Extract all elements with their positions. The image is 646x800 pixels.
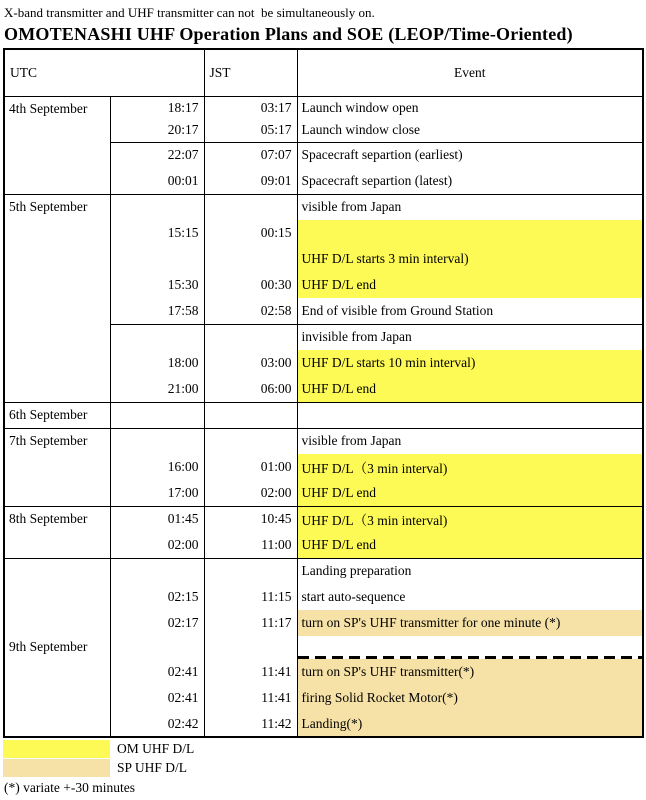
utc-time-cell: 18:00 — [110, 350, 204, 376]
utc-time-cell — [110, 558, 204, 584]
jst-time-cell: 11:00 — [204, 532, 297, 558]
event-cell: visible from Japan — [297, 194, 643, 220]
jst-time-cell: 06:00 — [204, 376, 297, 402]
utc-time-cell: 15:15 — [110, 220, 204, 246]
soe-table — [3, 48, 644, 738]
table-row — [4, 402, 643, 428]
header-jst: JST — [204, 49, 297, 96]
event-cell: UHF D/L end — [297, 532, 643, 558]
legend-item-om — [3, 739, 646, 758]
table-row — [4, 194, 643, 220]
utc-time-cell: 18:17 — [110, 96, 204, 119]
utc-time-cell — [110, 324, 204, 350]
utc-time-cell: 01:45 — [110, 506, 204, 532]
jst-time-cell: 03:00 — [204, 350, 297, 376]
jst-time-cell — [204, 324, 297, 350]
event-cell: firing Solid Rocket Motor(*) — [297, 685, 643, 711]
utc-time-cell: 02:15 — [110, 584, 204, 610]
event-cell — [297, 220, 643, 246]
utc-time-cell: 02:17 — [110, 610, 204, 636]
event-cell: Spacecraft separtion (latest) — [297, 168, 643, 194]
event-cell: Landing preparation — [297, 558, 643, 584]
event-cell: turn on SP's UHF transmitter(*) — [297, 659, 643, 685]
utc-time-cell: 02:41 — [110, 685, 204, 711]
legend-item-sp — [3, 758, 646, 777]
utc-time-cell: 16:00 — [110, 454, 204, 480]
jst-time-cell — [204, 246, 297, 272]
event-cell: UHF D/L starts 10 min interval) — [297, 350, 643, 376]
event-cell — [297, 402, 643, 428]
event-cell: End of visible from Ground Station — [297, 298, 643, 324]
jst-time-cell: 02:00 — [204, 480, 297, 506]
event-cell: Launch window open — [297, 96, 643, 119]
header-utc: UTC — [4, 49, 204, 96]
event-cell: UHF D/L（3 min interval) — [297, 454, 643, 480]
jst-time-cell — [204, 402, 297, 428]
top-note: X-band transmitter and UHF transmitter can not be simultaneously on. — [4, 5, 375, 20]
event-cell: UHF D/L end — [297, 376, 643, 402]
header-event: Event — [297, 49, 643, 96]
utc-time-cell: 00:01 — [110, 168, 204, 194]
utc-time-cell: 20:17 — [110, 119, 204, 142]
event-cell: UHF D/L end — [297, 480, 643, 506]
date-cell: 6th September — [4, 402, 110, 428]
event-cell: UHF D/L starts 3 min interval) — [297, 246, 643, 272]
jst-time-cell — [204, 428, 297, 454]
jst-time-cell: 00:30 — [204, 272, 297, 298]
date-cell: 9th September — [4, 558, 110, 737]
event-cell: visible from Japan — [297, 428, 643, 454]
utc-time-cell — [110, 428, 204, 454]
utc-time-cell: 22:07 — [110, 142, 204, 168]
jst-time-cell: 03:17 — [204, 96, 297, 119]
utc-time-cell: 21:00 — [110, 376, 204, 402]
page-title: OMOTENASHI UHF Operation Plans and SOE (LEOP/Time-Oriented) — [4, 24, 573, 44]
utc-time-cell — [110, 402, 204, 428]
event-cell-dashed-divider — [297, 636, 643, 659]
utc-time-cell: 02:41 — [110, 659, 204, 685]
date-cell: 8th September — [4, 506, 110, 558]
table-row — [4, 96, 643, 119]
jst-time-cell: 02:58 — [204, 298, 297, 324]
jst-time-cell: 11:41 — [204, 685, 297, 711]
jst-time-cell — [204, 636, 297, 659]
jst-time-cell: 11:17 — [204, 610, 297, 636]
date-cell: 4th September — [4, 96, 110, 194]
jst-time-cell: 11:41 — [204, 659, 297, 685]
jst-time-cell: 10:45 — [204, 506, 297, 532]
utc-time-cell: 02:00 — [110, 532, 204, 558]
jst-time-cell: 11:42 — [204, 711, 297, 737]
table-row — [4, 428, 643, 454]
event-cell: Spacecraft separtion (earliest) — [297, 142, 643, 168]
event-cell: UHF D/L（3 min interval) — [297, 506, 643, 532]
utc-time-cell: 15:30 — [110, 272, 204, 298]
header-row — [4, 49, 643, 96]
date-cell: 5th September — [4, 194, 110, 402]
jst-time-cell: 05:17 — [204, 119, 297, 142]
jst-time-cell: 11:15 — [204, 584, 297, 610]
event-cell: turn on SP's UHF transmitter for one minute (*) — [297, 610, 643, 636]
date-cell: 7th September — [4, 428, 110, 506]
event-cell: start auto-sequence — [297, 584, 643, 610]
sp-highlight-swatch — [3, 759, 110, 777]
jst-time-cell — [204, 194, 297, 220]
jst-time-cell: 07:07 — [204, 142, 297, 168]
event-cell: Landing(*) — [297, 711, 643, 737]
utc-time-cell — [110, 246, 204, 272]
legend — [3, 739, 646, 777]
jst-time-cell: 01:00 — [204, 454, 297, 480]
table-row — [4, 506, 643, 532]
event-cell: invisible from Japan — [297, 324, 643, 350]
utc-time-cell: 02:42 — [110, 711, 204, 737]
table-row — [4, 558, 643, 584]
legend-label: OM UHF D/L — [117, 740, 195, 756]
utc-time-cell — [110, 194, 204, 220]
jst-time-cell: 09:01 — [204, 168, 297, 194]
utc-time-cell: 17:00 — [110, 480, 204, 506]
event-cell: Launch window close — [297, 119, 643, 142]
om-highlight-swatch — [3, 740, 110, 758]
utc-time-cell — [110, 636, 204, 659]
bottom-note: (*) variate +-30 minutes — [4, 780, 135, 795]
jst-time-cell — [204, 558, 297, 584]
event-cell: UHF D/L end — [297, 272, 643, 298]
table-header — [4, 49, 643, 96]
utc-time-cell: 17:58 — [110, 298, 204, 324]
legend-label: SP UHF D/L — [117, 759, 188, 775]
jst-time-cell: 00:15 — [204, 220, 297, 246]
